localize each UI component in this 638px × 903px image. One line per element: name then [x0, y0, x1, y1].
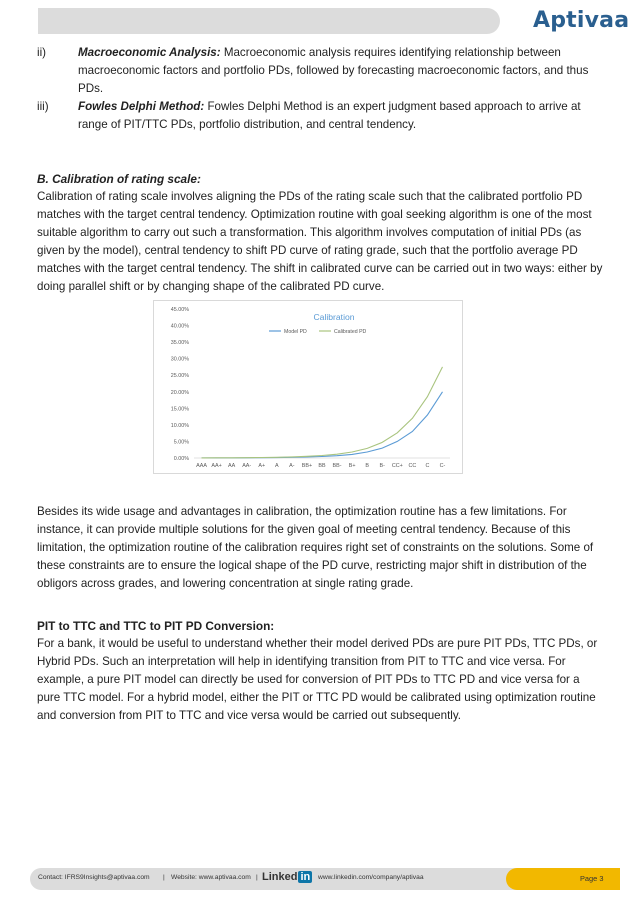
x-tick-label: A — [275, 463, 279, 469]
limitations-paragraph: Besides its wide usage and advantages in calibration, the optimization routine has a few limitations. For instance, it can provide multiple solutions for the given goal of meeting central tendency. Because of this limitation, the optimization routine of the calibration requires right set of constraints on the solutions. Some of these constraints are to ensure the logical shape of the PD curve, restricting major shift in distribution of the obligors across grades, and lowering concentration at single rating grade. — [37, 505, 594, 590]
calibration-chart-svg — [154, 301, 462, 473]
y-tick-label: 20.00% — [170, 389, 189, 396]
header-bar — [38, 8, 500, 34]
calibration-paragraph: Calibration of rating scale involves aligning the PDs of the rating scale such that the calibrated portfolio PD matches with the target central tendency. Optimization routine with goal seeking algorithm is one of the most suitable algorithm to carry out such a transformation. This algorithm involves computation of initial PDs (as given by the model), central tendency to shift PD curve of rating grade, such that the portfolio average PD matches with the target central tendency. The shift in calibrated curve can be carried out in two ways: either by doing parallel shift or by changing shape of the calibrated PD curve. — [37, 190, 603, 293]
footer-page-number: Page 3 — [580, 874, 604, 883]
list-term: Macroeconomic Analysis: — [78, 46, 221, 59]
linkedin-in-icon: in — [300, 871, 311, 883]
x-tick-label: AA- — [242, 463, 252, 469]
x-tick-label: BB- — [332, 463, 342, 469]
y-tick-label: 0.00% — [173, 456, 189, 462]
x-tick-label: C — [425, 463, 430, 469]
y-tick-label: 30.00% — [170, 356, 189, 363]
x-tick-label: C- — [439, 463, 446, 469]
section-heading-pit-ttc: PIT to TTC and TTC to PIT PD Conversion: — [37, 619, 275, 633]
y-tick-label: 10.00% — [170, 422, 189, 429]
x-tick-label: B- — [379, 463, 385, 469]
list-number: iii) — [37, 100, 49, 113]
y-tick-label: 40.00% — [170, 323, 189, 330]
x-tick-label: A+ — [258, 463, 266, 469]
pit-ttc-paragraph: For a bank, it would be useful to understand whether their model derived PDs are pure PIT PDs, TTC PDs, or Hybrid PDs. Such an interpretation will help in identifying transition from PIT to TTC and vice versa. For example, a pure PIT model can directly be used for conversion of PIT PDs to TTC PD and vice versa for a pure TTC model. For a hybrid model, either the PIT or TTC PD would be calibrated using optimization routine and conversion from PIT to TTC and vice versa would be carried out subsequently. — [37, 637, 598, 722]
section-heading-calibration: B. Calibration of rating scale: — [37, 172, 201, 186]
y-tick-label: 25.00% — [170, 373, 189, 380]
x-tick-label: BB+ — [301, 463, 313, 469]
series-line — [202, 367, 443, 458]
x-tick-label: B+ — [348, 463, 356, 469]
x-tick-label: A- — [289, 463, 295, 469]
list-text — [78, 98, 603, 134]
y-tick-label: 35.00% — [170, 340, 189, 347]
y-tick-label: 15.00% — [170, 406, 189, 413]
x-tick-label: CC — [408, 463, 417, 469]
aptivaa-logo: Aptivaa — [533, 8, 630, 33]
footer-website[interactable]: Website: www.aptivaa.com — [171, 874, 251, 881]
x-tick-label: AA — [228, 463, 236, 469]
list-number: ii) — [37, 46, 47, 59]
calibration-chart — [153, 300, 463, 474]
y-tick-label: 45.00% — [170, 307, 189, 313]
list-description: Macroeconomic analysis requires identifying relationship between macroeconomic factors and portfolio PDs, followed by forecasting macroeconomic factors, and thus PDs. — [78, 46, 589, 95]
list-text — [78, 44, 603, 98]
x-tick-label: B — [365, 463, 369, 469]
x-tick-label: CC+ — [391, 463, 403, 469]
linkedin-logo[interactable] — [262, 871, 312, 883]
list-description: Fowles Delphi Method is an expert judgment based approach to arrive at range of PIT/TTC PDs, portfolio distribution, and central tendency. — [78, 100, 581, 131]
footer-contact[interactable]: Contact: IFRS9Insights@aptivaa.com — [38, 874, 150, 881]
x-tick-label: AA+ — [211, 463, 222, 469]
legend-label: Model PD — [284, 329, 307, 335]
footer-separator: | — [256, 874, 258, 881]
y-tick-label: 5.00% — [173, 439, 189, 446]
footer-separator: | — [163, 874, 165, 881]
x-tick-label: AAA — [196, 463, 207, 469]
list-term: Fowles Delphi Method: — [78, 100, 205, 113]
chart-title: Calibration — [313, 312, 355, 322]
linkedin-word: Linked — [262, 871, 298, 883]
footer-linkedin-url[interactable]: www.linkedin.com/company/aptivaa — [318, 874, 424, 881]
x-tick-label: BB — [318, 463, 326, 469]
legend-label: Calibrated PD — [334, 329, 367, 335]
